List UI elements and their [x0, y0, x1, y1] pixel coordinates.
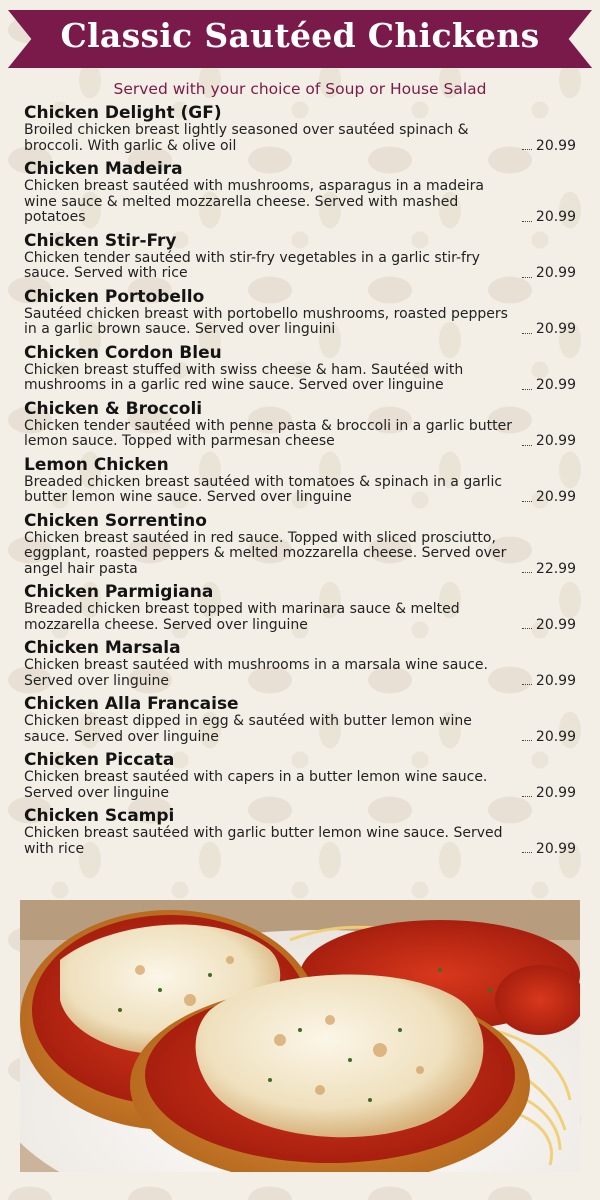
- item-price: 20.99: [535, 784, 576, 801]
- dot-leader: [522, 572, 532, 573]
- item-name: Chicken Scampi: [24, 806, 175, 826]
- menu-item: [24, 751, 576, 801]
- item-price: 20.99: [535, 728, 576, 745]
- item-desc: Chicken breast sautéed with mushrooms in a marsala wine sauce. Served over linguine: [24, 657, 488, 689]
- item-name: Chicken Sorrentino: [24, 510, 207, 531]
- item-desc: Chicken tender sautéed with penne pasta & broccoli in a garlic butter lemon sauce. Topped with parmesan cheese: [24, 417, 512, 449]
- item-price: 20.99: [535, 209, 576, 225]
- menu-item: [24, 512, 576, 578]
- dot-leader: [522, 277, 532, 278]
- item-price: 20.99: [535, 672, 576, 689]
- item-price: 20.99: [535, 265, 576, 281]
- item-desc: Breaded chicken breast sautéed with tomatoes & spinach in a garlic butter lemon wine sauce. Served over linguine: [24, 473, 503, 505]
- menu-item: [24, 160, 576, 226]
- dot-leader: [522, 149, 532, 150]
- dot-leader: [522, 501, 532, 502]
- item-price: 20.99: [535, 840, 576, 857]
- menu-item: [24, 695, 576, 745]
- item-desc: Chicken breast sautéed with garlic butter lemon wine sauce. Served with rice: [24, 825, 503, 857]
- item-desc: Chicken tender sautéed with stir-fry vegetables in a garlic stir-fry sauce. Served with rice: [24, 249, 480, 281]
- item-desc-row: [24, 307, 576, 338]
- dot-leader: [522, 740, 532, 741]
- item-price: 20.99: [535, 433, 576, 449]
- food-illustration: [20, 900, 580, 1172]
- item-desc: Chicken breast sautéed with capers in a butter lemon wine sauce. Served over linguine: [24, 769, 488, 801]
- menu-item: [24, 400, 576, 450]
- item-price: 20.99: [535, 616, 576, 633]
- item-desc-row: [24, 531, 576, 578]
- item-desc-row: [24, 251, 576, 282]
- item-desc-row: [24, 363, 576, 394]
- menu-item: [24, 232, 576, 282]
- item-name: Chicken Cordon Bleu: [24, 342, 222, 363]
- item-desc: Chicken breast sautéed with mushrooms, asparagus in a madeira wine sauce & melted mozzarella cheese. Served with mashed potatoes: [24, 178, 484, 225]
- item-desc-row: [24, 419, 576, 450]
- item-name: Chicken Parmigiana: [24, 582, 214, 602]
- item-name: Chicken Portobello: [24, 286, 205, 307]
- title-banner: [0, 10, 600, 72]
- menu-list: [24, 104, 576, 863]
- dot-leader: [522, 796, 532, 797]
- menu-item: [24, 456, 576, 506]
- page-title: Classic Sautéed Chickens: [60, 16, 540, 55]
- item-name: Lemon Chicken: [24, 454, 169, 475]
- item-desc-row: [24, 179, 576, 226]
- dot-leader: [522, 221, 532, 222]
- item-name: Chicken Delight (GF): [24, 103, 222, 123]
- item-name: Chicken Alla Francaise: [24, 694, 239, 714]
- item-desc-row: [24, 602, 576, 633]
- item-desc: Breaded chicken breast topped with marinara sauce & melted mozzarella cheese. Served over linguine: [24, 601, 460, 633]
- menu-item: [24, 639, 576, 689]
- dot-leader: [522, 389, 532, 390]
- item-price: 22.99: [535, 560, 576, 577]
- item-desc: Broiled chicken breast lightly seasoned over sautéed spinach & broccoli. With garlic & olive oil: [24, 122, 469, 154]
- item-name: Chicken & Broccoli: [24, 398, 203, 419]
- dot-leader: [522, 333, 532, 334]
- item-name: Chicken Marsala: [24, 638, 181, 658]
- item-desc-row: [24, 123, 576, 154]
- menu-item: [24, 288, 576, 338]
- menu-item: [24, 583, 576, 633]
- dot-leader: [522, 852, 532, 853]
- dot-leader: [522, 684, 532, 685]
- item-name: Chicken Stir-Fry: [24, 230, 177, 251]
- item-desc-row: [24, 770, 576, 801]
- item-price: 20.99: [535, 137, 576, 154]
- item-desc-row: [24, 475, 576, 506]
- item-desc-row: [24, 826, 576, 857]
- dot-leader: [522, 445, 532, 446]
- item-desc-row: [24, 658, 576, 689]
- item-desc: Chicken breast dipped in egg & sautéed with butter lemon wine sauce. Served over linguine: [24, 713, 472, 745]
- menu-item: [24, 104, 576, 154]
- item-price: 20.99: [535, 377, 576, 393]
- menu-item: [24, 807, 576, 857]
- item-desc: Chicken breast sautéed in red sauce. Topped with sliced prosciutto, eggplant, roasted peppers & melted mozzarella cheese. Served over angel hair pasta: [24, 529, 507, 577]
- item-desc: Chicken breast stuffed with swiss cheese & ham. Sautéed with mushrooms in a garlic red wine sauce. Served over linguine: [24, 361, 464, 393]
- item-desc-row: [24, 714, 576, 745]
- dot-leader: [522, 628, 532, 629]
- menu-item: [24, 344, 576, 394]
- item-desc: Sautéed chicken breast with portobello mushrooms, roasted peppers in a garlic brown sauce. Served over linguini: [24, 305, 508, 337]
- item-price: 20.99: [535, 489, 576, 505]
- chicken-parmigiana-photo: [20, 900, 580, 1172]
- item-name: Chicken Piccata: [24, 750, 175, 770]
- item-name: Chicken Madeira: [24, 159, 183, 179]
- item-price: 20.99: [535, 321, 576, 337]
- subtitle: Served with your choice of Soup or House Salad: [113, 80, 487, 98]
